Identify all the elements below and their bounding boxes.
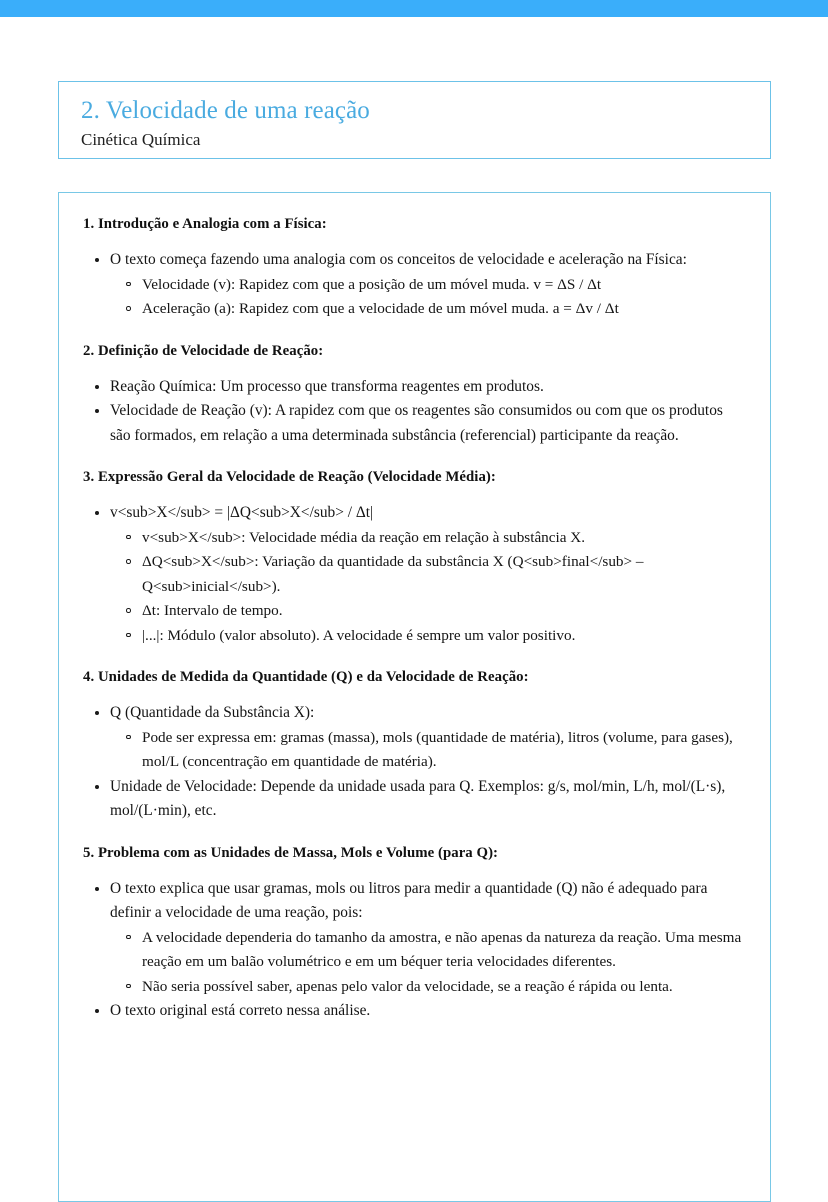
page-subtitle: Cinética Química (81, 130, 201, 149)
top-accent-banner (0, 0, 828, 17)
content-section (83, 668, 744, 824)
content-section (83, 215, 744, 322)
list-item (110, 999, 744, 1024)
content-section (83, 844, 744, 1024)
sub-list-item (142, 624, 744, 649)
title-card (58, 81, 771, 159)
list-item (110, 501, 744, 648)
sub-list-item-text: Aceleração (a): Rapidez com que a velocidade de um móvel muda. a = Δv / Δt (142, 300, 619, 317)
sub-list-item (142, 526, 744, 551)
sub-bullet-list (110, 726, 744, 775)
sub-list-item-text: Pode ser expressa em: gramas (massa), mols (quantidade de matéria), litros (volume, para gases), mol/L (concentração em quantidade de matéria). (142, 728, 733, 770)
section-heading: 1. Introdução e Analogia com a Física: (83, 216, 327, 232)
sub-list-item (142, 975, 744, 1000)
sub-list-item-text: Δt: Intervalo de tempo. (142, 602, 283, 619)
list-item (110, 375, 744, 400)
section-heading: 5. Problema com as Unidades de Massa, Mols e Volume (para Q): (83, 844, 499, 861)
list-item-text: O texto explica que usar gramas, mols ou litros para medir a quantidade (Q) não é adequado para definir a velocidade de uma reação, pois: (110, 879, 708, 921)
sub-list-item (142, 297, 744, 322)
sub-list-item-text: Não seria possível saber, apenas pelo valor da velocidade, se a reação é rápida ou lenta. (142, 977, 673, 995)
sub-list-item-text: |...|: Módulo (valor absoluto). A velocidade é sempre um valor positivo. (142, 626, 576, 644)
content-section (83, 468, 744, 648)
list-item (110, 775, 744, 824)
bullet-list (83, 501, 744, 648)
list-item-text: Velocidade de Reação (v): A rapidez com que os reagentes são consumidos ou com que os produtos são formados, em relação a uma determinada substância (referencial) participante da reação. (110, 402, 723, 444)
sub-list-item (142, 273, 744, 298)
list-item-text: Reação Química: Um processo que transforma reagentes em produtos. (110, 377, 544, 395)
sub-list-item-text: v<sub>X</sub>: Velocidade média da reação em relação à substância X. (142, 528, 586, 546)
list-item (110, 877, 744, 1000)
list-item (110, 701, 744, 775)
sub-list-item (142, 926, 744, 975)
bullet-list (83, 701, 744, 824)
section-heading: 3. Expressão Geral da Velocidade de Reação (Velocidade Média): (83, 469, 496, 485)
list-item-text: Q (Quantidade da Substância X): (110, 704, 315, 721)
content-section (83, 342, 744, 449)
bullet-list (83, 248, 744, 322)
list-item-text: v<sub>X</sub> = |ΔQ<sub>X</sub> / Δt| (110, 504, 374, 521)
sub-bullet-list (110, 526, 744, 649)
sub-list-item-text: ΔQ<sub>X</sub>: Variação da quantidade da substância X (Q<sub>final</sub> – Q<sub>inicial</sub>). (142, 553, 644, 595)
page-title: 2. Velocidade de uma reação (81, 97, 370, 124)
sub-list-item-text: Velocidade (v): Rapidez com que a posição de um móvel muda. v = ΔS / Δt (142, 275, 602, 293)
content-card (58, 192, 771, 1202)
sub-list-item (142, 599, 744, 624)
sub-list-item-text: A velocidade dependeria do tamanho da amostra, e não apenas da natureza da reação. Uma mesma reação em um balão volumétrico e em um béquer teria velocidades diferentes. (142, 928, 742, 970)
bullet-list (83, 375, 744, 449)
section-heading: 4. Unidades de Medida da Quantidade (Q) e da Velocidade de Reação: (83, 669, 529, 685)
list-item-text: O texto começa fazendo uma analogia com os conceitos de velocidade e aceleração na Física: (110, 251, 687, 268)
sub-bullet-list (110, 926, 744, 1000)
sub-list-item (142, 726, 744, 775)
list-item (110, 399, 744, 448)
bullet-list (83, 877, 744, 1024)
list-item-text: Unidade de Velocidade: Depende da unidade usada para Q. Exemplos: g/s, mol/min, L/h, mol/(L·s), mol/(L·min), etc. (110, 777, 726, 819)
sub-bullet-list (110, 273, 744, 322)
list-item (110, 248, 744, 322)
list-item-text: O texto original está correto nessa análise. (110, 1002, 371, 1019)
document-page (0, 17, 828, 1171)
section-heading: 2. Definição de Velocidade de Reação: (83, 342, 324, 359)
sub-list-item (142, 550, 744, 599)
